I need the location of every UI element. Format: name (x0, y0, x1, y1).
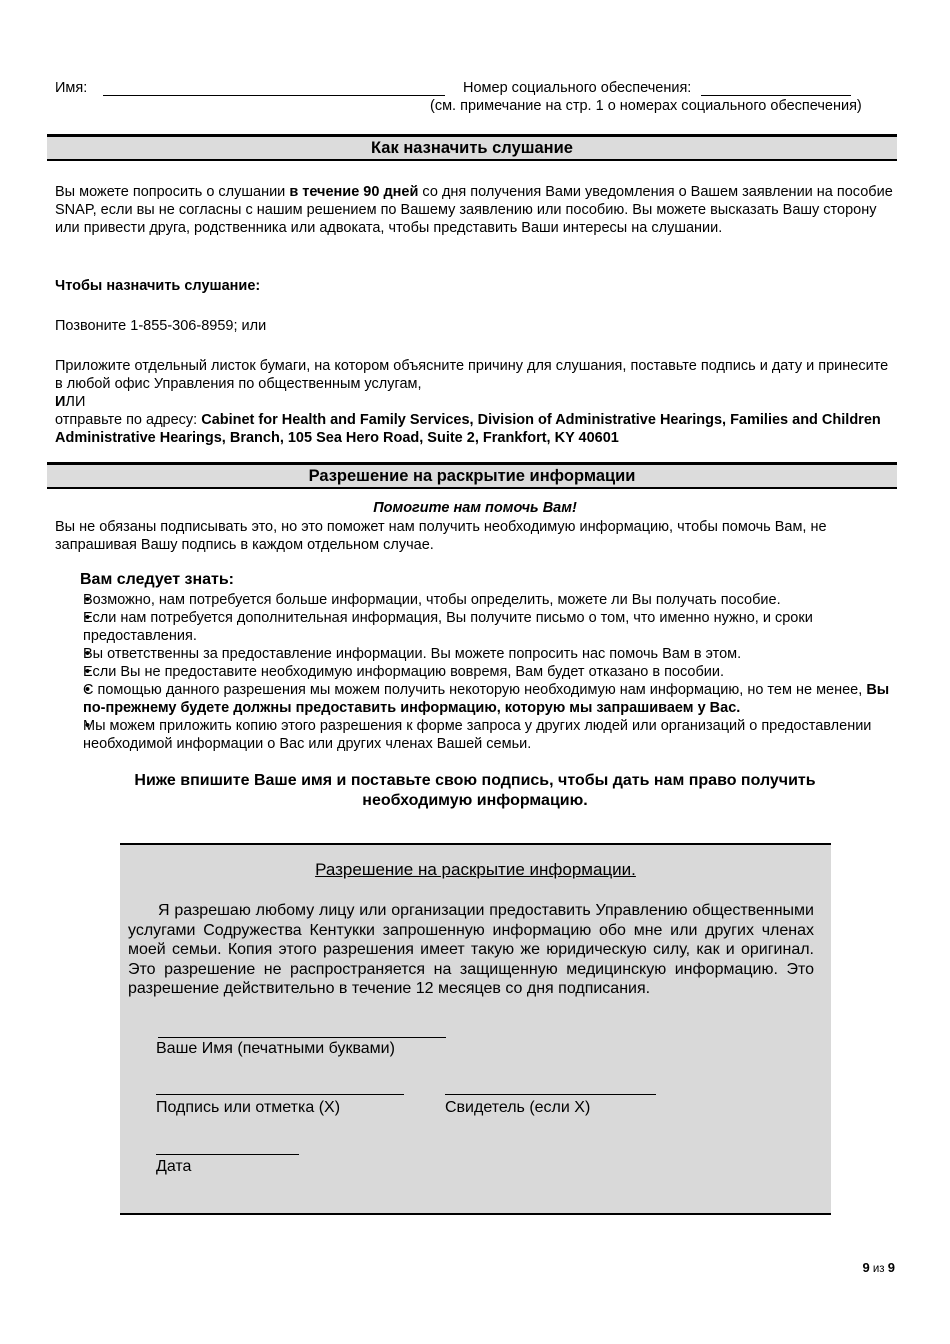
hearing-call: Позвоните 1-855-306-8959; или (55, 318, 267, 334)
know-heading: Вам следует знать: (80, 571, 235, 588)
release-tagline: Помогите нам помочь Вам! (373, 500, 577, 516)
list-item: • Возможно, нам потребуется больше информации, чтобы определить, можете ли Вы получать пособие. (55, 591, 895, 609)
hearing-header (47, 134, 897, 161)
name-field[interactable] (103, 95, 445, 96)
ssn-note: (см. примечание на стр. 1 о номерах социального обеспечения) (430, 98, 862, 114)
list-item: • Мы можем приложить копию этого разрешения к форме запроса у других людей или организаций о предоставлении необходимой информации о Вас или других членах Вашей семьи. (55, 717, 895, 753)
hearing-paragraph: Вы можете попросить о слушании в течение 90 дней со дня получения Вами уведомления о Вашем заявлении на пособие SNAP, если вы не согласны с нашим решением по Вашему заявлению или пособию. Вы можете высказать Вашу сторону или привести друга, родственника или адвоката, чтобы представить Ваши интересы на слушании. (55, 184, 893, 236)
know-list (55, 591, 895, 753)
page-number: 9 из 9 (862, 1260, 895, 1275)
ssn-row (463, 80, 851, 96)
form-title: Разрешение на раскрытие информации. (315, 860, 636, 879)
list-item: • Если нам потребуется дополнительная информация, Вы получите письмо о том, что именно нужно, и сроки предоставления. (55, 609, 895, 645)
hearing-subheading: Чтобы назначить слушание: (55, 278, 261, 294)
witness-field[interactable] (445, 1082, 656, 1095)
printed-name-label: Ваше Имя (печатными буквами) (156, 1040, 395, 1057)
hearing-header-title: Как назначить слушание (47, 137, 897, 159)
signature-field[interactable] (156, 1082, 404, 1095)
hearing-attach: Приложите отдельный листок бумаги, на котором объясните причину для слушания, поставьте подпись и дату и принесите в любой офис Управления по общественным услугам, ИЛИ отправьте по адресу: Cabinet for Health and Family Services, Division of Administrative Hearings, Families and Children Administrative Hearings, Branch, 105 Sea Hero Road, Suite 2, Frankfort, KY 40601 (55, 358, 889, 446)
name-row (55, 80, 445, 96)
release-intro: Вы не обязаны подписывать это, но это поможет нам получить необходимую информацию, чтобы помочь Вам, не запрашивая Вашу подпись в каждом отдельном случае. (55, 519, 827, 553)
mailing-address: Cabinet for Health and Family Services, Division of Administrative Hearings, Families and Children Administrative Hearings, Branch, 105 Sea Hero Road, Suite 2, Frankfort, KY 40601 (55, 412, 881, 446)
date-field[interactable] (156, 1142, 299, 1155)
signature-label: Подпись или отметка (X) (156, 1099, 341, 1116)
date-label: Дата (156, 1158, 192, 1175)
ssn-label: Номер социального обеспечения: (463, 80, 692, 96)
release-header-title: Разрешение на раскрытие информации (47, 465, 897, 487)
sign-prompt: Ниже впишите Ваше имя и поставьте свою подпись, чтобы дать нам право получить необходимую информацию. (134, 772, 816, 809)
form-text: Я разрешаю любому лицу или организации предоставить Управлению общественными услугами Содружества Кентукки запрошенную информацию обо мне или других членах моей семьи. Копия этого разрешения имеет такую же юридическую силу, как и оригинал. Это разрешение не распространяется на защищенную медицинскую информацию. Это разрешение действительно в течение 12 месяцев со дня подписания. (128, 902, 814, 997)
authorization-form (120, 843, 831, 1215)
list-item: • Вы ответственны за предоставление информации. Вы можете попросить нас помочь Вам в этом. (55, 645, 895, 663)
ssn-field[interactable] (701, 95, 851, 96)
release-header (47, 462, 897, 489)
list-item: • С помощью данного разрешения мы можем получить некоторую необходимую нам информацию, но тем не менее, Вы по-прежнему будете должны предоставить информацию, которую мы запрашиваем у Вас. (55, 681, 895, 717)
list-item: • Если Вы не предоставите необходимую информацию вовремя, Вам будет отказано в пособии. (55, 663, 895, 681)
hearing-deadline: в течение 90 дней (289, 184, 419, 200)
name-label: Имя: (55, 80, 88, 96)
printed-name-field[interactable] (158, 1025, 446, 1038)
witness-label: Свидетель (если X) (445, 1099, 591, 1116)
